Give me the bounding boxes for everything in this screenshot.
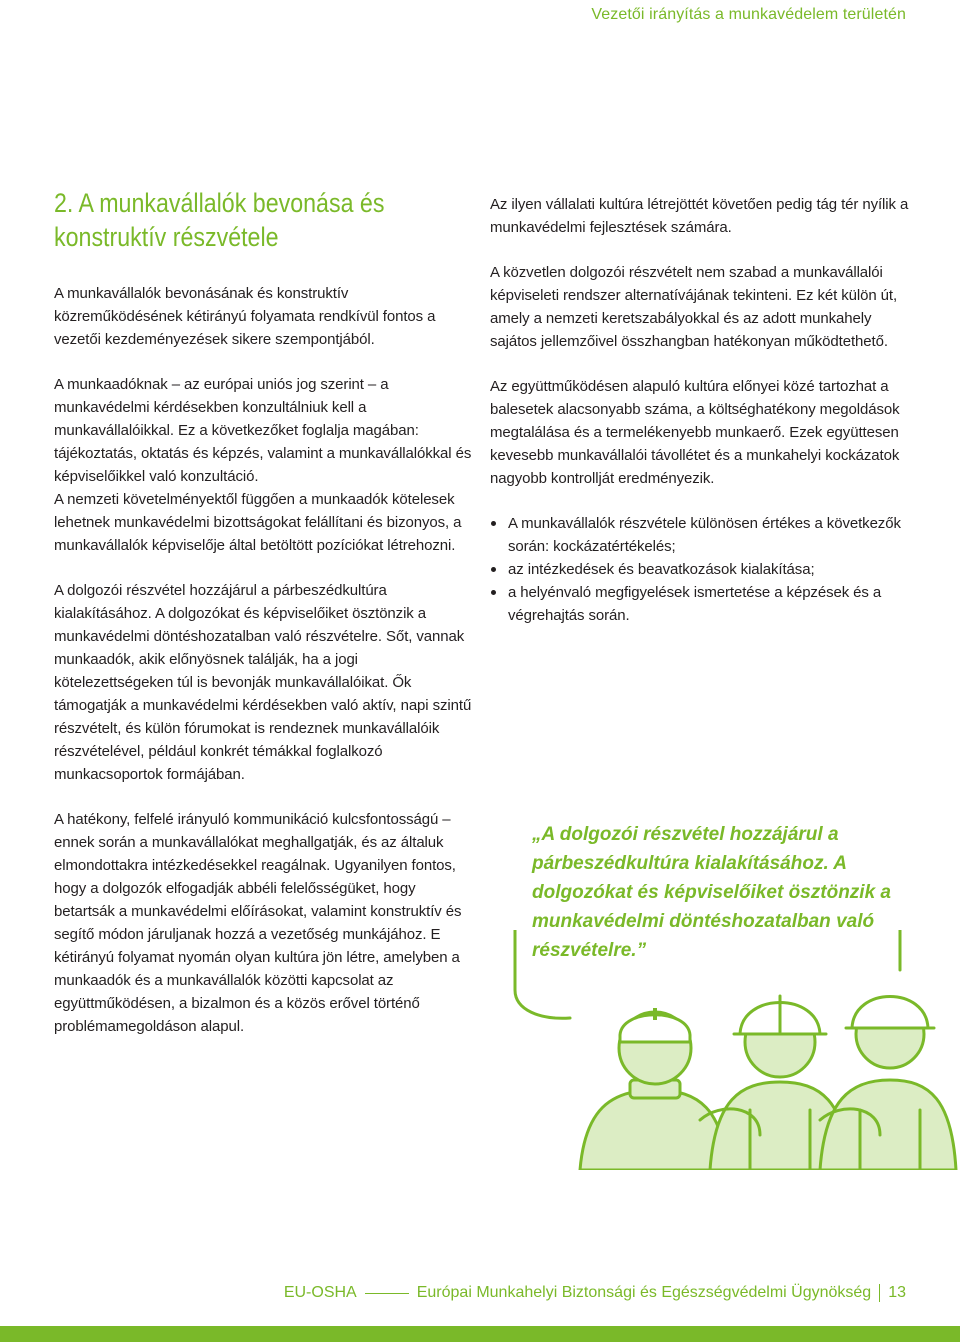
page-number: 13 [888, 1284, 906, 1301]
paragraph: A dolgozói részvétel hozzájárul a párbeszédkultúra kialakításához. A dolgozókat és képviselőiket ösztönzik a munkavédelmi döntéshozatalban való részvételre. Sőt, vannak munkaadók, akik előnyösnek találják, ha a jogi kötelezettségeken túl is bevonják munkavállalóikat. Ők támogatják a munkavédelmi kérdésekben való aktív, napi szintű részvételt, és külön fórumokat is rendeznek munkavállalóik részvételével, például konkrét témákkal foglalkozó munkacsoportok formájában. [54, 582, 472, 783]
running-head-title: Vezetői irányítás a munkavédelem területén [591, 6, 906, 23]
paragraph: Az együttműködésen alapuló kultúra előnyei közé tartozhat a balesetek alacsonyabb száma, a költséghatékony megoldások megtalálása és a termelékenyebb munkaerő. Ezek együttesen kevesebb munkavállalói távollétet és a munkahelyi kockázatok nagyobb kontrollját eredményezik. [490, 378, 900, 487]
list-item: A munkavállalók részvétele különösen értékes a következők során: kockázatértékelés; [490, 512, 910, 558]
page-footer [284, 1284, 906, 1302]
paragraph: A munkaadóknak – az európai uniós jog szerint – a munkavédelmi kérdésekben konzultálniuk kell a munkavállalóikkal. Ez a következőket foglalja magában: tájékoztatás, oktatás és képzés, valamint a munkavállalókkal és képviselőikkel való konzultáció. [54, 376, 472, 485]
footer-separator [879, 1284, 880, 1302]
bottom-color-band [0, 1326, 960, 1342]
paragraph: A közvetlen dolgozói részvételt nem szabad a munkavállalói képviseleti rendszer alternatívájának tekinteni. Ez két külön út, amely a nemzeti keretszabályokkal és az adott munkahely sajátos jellemzőivel összhangban hatékonyan működtethető. [490, 264, 898, 350]
pull-quote: „A dolgozói részvétel hozzájárul a párbeszédkultúra kialakításához. A dolgozókat és képviselőiket ösztönzik a munkavédelmi döntéshozatalban való részvételre.” [532, 824, 891, 961]
right-column [490, 193, 910, 627]
left-column [54, 186, 474, 1060]
bullet-list [490, 512, 910, 627]
paragraph: A munkavállalók bevonásának és konstruktív közreműködésének kétirányú folyamata rendkívül fontos a vezetői kezdeményezések sikere szempontjából. [54, 285, 436, 348]
paragraph: A nemzeti követelményektől függően a munkaadók kötelesek lehetnek munkavédelmi bizottságokat felállítani és bizonyos, a munkavállalók képviselője által betöltött pozíciókat létrehozni. [54, 491, 462, 554]
list-item: az intézkedések és beavatkozások kialakítása; [490, 558, 910, 581]
list-item: a helyénvaló megfigyelések ismertetése a képzések és a végrehajtás során. [490, 581, 910, 627]
paragraph: A hatékony, felfelé irányuló kommunikáció kulcsfontosságú – ennek során a munkavállalókat meghallgatják, és az általuk elmondottakra intézkedésekkel reagálnak. Ugyanilyen fontos, hogy a dolgozók elfogadják abbéli felelősségüket, hogy betartsák a munkavédelmi előírásokat, valamint konstruktív és segítő módon járuljanak hozzá a vezetőség munkájához. E kétirányú folyamat nyomán olyan kultúra jön létre, amelyben a munkaadók és a munkavállalók közötti kapcsolat az együttműködésen, a bizalmon és a közös erővel történő problémamegoldáson alapul. [54, 811, 462, 1035]
org-abbreviation: EU-OSHA [283, 1284, 357, 1301]
paragraph: Az ilyen vállalati kultúra létrejöttét követően pedig tág tér nyílik a munkavédelmi fejlesztések számára. [490, 196, 909, 236]
workers-chain-illustration-icon [460, 930, 960, 1170]
footer-rule [365, 1293, 409, 1294]
org-name: Európai Munkahelyi Biztonsági és Egészségvédelmi Ügynökség [416, 1284, 872, 1301]
section-title: 2. A munkavállalók bevonása és konstruktív részvétele [54, 188, 385, 252]
